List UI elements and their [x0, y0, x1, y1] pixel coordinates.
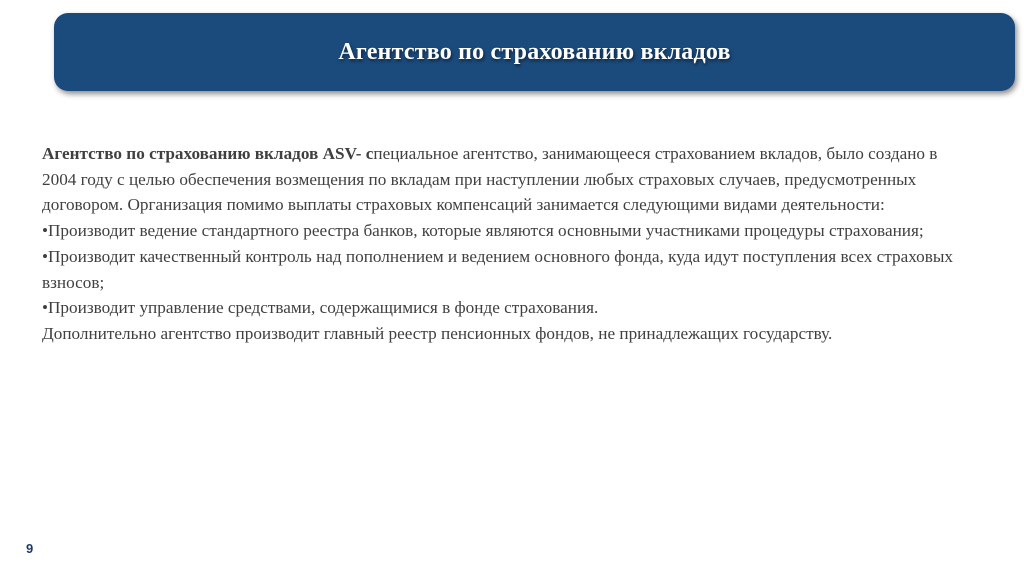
intro-text: пециальное агентство, занимающееся страхованием вкладов, было создано в 2004 году с целью обеспечения возмещения по вкладам при наступлении любых страховых случаев, предусмотренных договором. Организация помимо выплаты страховых компенсаций занимается следующими видами деятельности: [42, 144, 938, 215]
title-banner [54, 13, 1015, 91]
intro-bold-lead: Агентство по страхованию вкладов ASV- с [42, 144, 374, 163]
bullet-item-fund-management: •Производит управление средствами, содержащимися в фонде страхования. [42, 298, 599, 318]
slide-title: Агентство по страхованию вкладов [338, 38, 731, 65]
slide-body [42, 141, 962, 347]
bullet-item-fund-control: •Производит качественный контроль над пополнением и ведением основного фонда, куда идут поступления всех страховых взносов; [42, 246, 954, 292]
intro-paragraph [42, 141, 962, 218]
bullet-item-registry: •Производит ведение стандартного реестра банков, которые являются основными участниками процедуры страхования; [42, 221, 924, 241]
page-number: 9 [26, 541, 34, 556]
closing-paragraph: Дополнительно агентство производит главный реестр пенсионных фондов, не принадлежащих государству. [42, 323, 833, 343]
